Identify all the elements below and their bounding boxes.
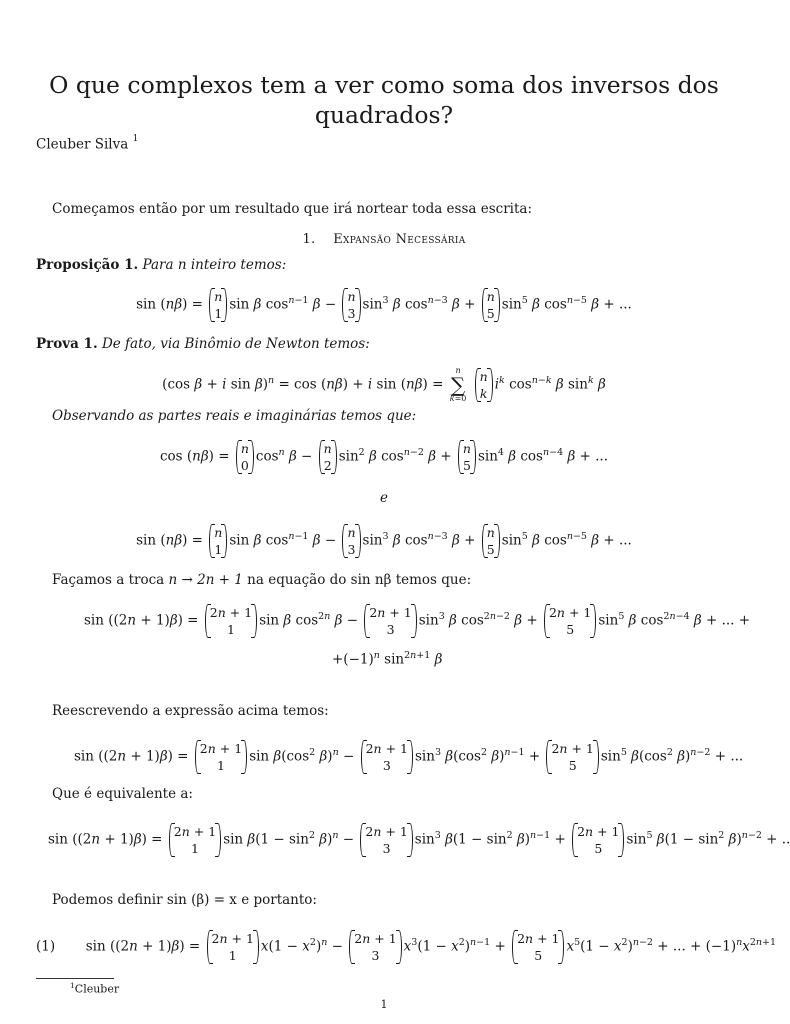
footnote-rule: [36, 978, 114, 979]
footnote-text: Cleuber: [74, 982, 120, 996]
equation-1: (1) sin ((2n + 1)β) = 2n + 1 1 $x(1 - x^2)^n$ − 2n + 1 3 $x^3(1 - x^2)^{n-1}$ + 2n + 1 5 $x^5(1 - x^2)^{n-2}$ + ... + $(-1)^nx^{2n+1}$: [36, 931, 777, 963]
swap-math: n → 2n + 1: [168, 572, 243, 588]
observe-text: Observando as partes reais e imaginárias temos que:: [52, 408, 417, 424]
swap-text-2: na equação do sin nβ temos que:: [247, 572, 472, 588]
proof-text: De fato, via Binômio de Newton temos:: [101, 336, 370, 352]
equation-sin-2n1-beta: sin ((2n + 1)β) = 2n + 1 1 sin β $\cos^{2n} \beta$ − 2n + 1 3 $\sin^3 \beta$ $\cos^{2n-2} \beta$ + 2n + 1 5 $\sin^5 \beta$ $\cos^{2n-4} \beta$ + ... +: [84, 605, 751, 637]
swap-sentence: [52, 572, 471, 588]
page-number: 1: [380, 998, 388, 1011]
equation-cos-n-beta: cos (nβ) = n 0 $\cos^n \beta$ − n 2 $\sin^2 \beta$ $\cos^{n-2} \beta$ + n 5 $\sin^4 \beta$ $\cos^{n-4} \beta$ + ...: [159, 441, 609, 473]
rewrite-sentence: Reescrevendo a expressão acima temos:: [52, 703, 329, 719]
paper-title: O que complexos tem a ver como soma dos inversos dos quadrados?: [49, 71, 719, 129]
equation-1-label: (1): [36, 938, 56, 955]
conjunction-e: e: [380, 490, 388, 506]
section-number: 1.: [302, 232, 316, 247]
author-line: [36, 136, 138, 153]
equation-sin-2n1-beta-cont: $+(-1)^n$ $\sin^{2n+1} \beta$: [332, 650, 443, 668]
section-name: Expansão Necessária: [333, 232, 466, 247]
equation-sin-n-beta: sin (nβ) = n 1 sin β $\cos^{n-1} \beta$ − n 3 $\sin^3 \beta$ $\cos^{n-3} \beta$ + n 5 $\sin^5 \beta$ $\cos^{n-5} \beta$ + ...: [136, 289, 632, 321]
proposition-text: Para n inteiro temos:: [142, 257, 287, 273]
proof-label: Prova 1.: [36, 336, 98, 352]
author-footnote-mark: 1: [132, 134, 139, 144]
equivalent-sentence: Que é equivalente a:: [52, 786, 193, 802]
section-heading: [0, 232, 768, 247]
proof: [36, 336, 370, 352]
equation-sin-n-beta-2: sin (nβ) = n 1 sin β $\cos^{n-1} \beta$ − n 3 $\sin^3 \beta$ $\cos^{n-3} \beta$ + n 5 $\sin^5 \beta$ $\cos^{n-5} \beta$ + ...: [136, 525, 632, 557]
proposition-label: Proposição 1.: [36, 257, 139, 273]
define-sentence: Podemos definir sin (β) = x e portanto:: [52, 892, 317, 908]
equation-newton-binomial: (cos β + i sin β)$^n$ = cos (nβ) + i sin (nβ) = n ∑ k=0 n k $i^k$ $\cos^{n-k} \beta$ $\sin^k \beta$: [162, 366, 606, 403]
author-name: Cleuber Silva: [36, 136, 129, 153]
proposition: [36, 257, 286, 273]
equation-equivalent: sin ((2n + 1)β) = 2n + 1 1 $\sin \beta(1 - \sin^2 \beta)^n$ − 2n + 1 3 $\sin^3 \beta(1 - \sin^2 \beta)^{n-1}$ + 2n + 1 5 $\sin^5 \beta(1 - \sin^2 \beta)^{n-2}$ + ..: [48, 824, 790, 856]
footnote-mark: 1: [70, 981, 75, 990]
swap-text-1: Façamos a troca: [52, 572, 165, 588]
equation-rewritten: sin ((2n + 1)β) = 2n + 1 1 $\sin \beta(\cos^2$ β)$^n$ − 2n + 1 3 $\sin^3 \beta(\cos^2$ β)$^{n-1}$ + 2n + 1 5 $\sin^5 \beta(\cos^2$ β)$^{n-2}$ + ...: [74, 741, 744, 773]
intro-paragraph: Começamos então por um resultado que irá nortear toda essa escrita:: [52, 201, 533, 217]
footnote: [70, 981, 119, 996]
